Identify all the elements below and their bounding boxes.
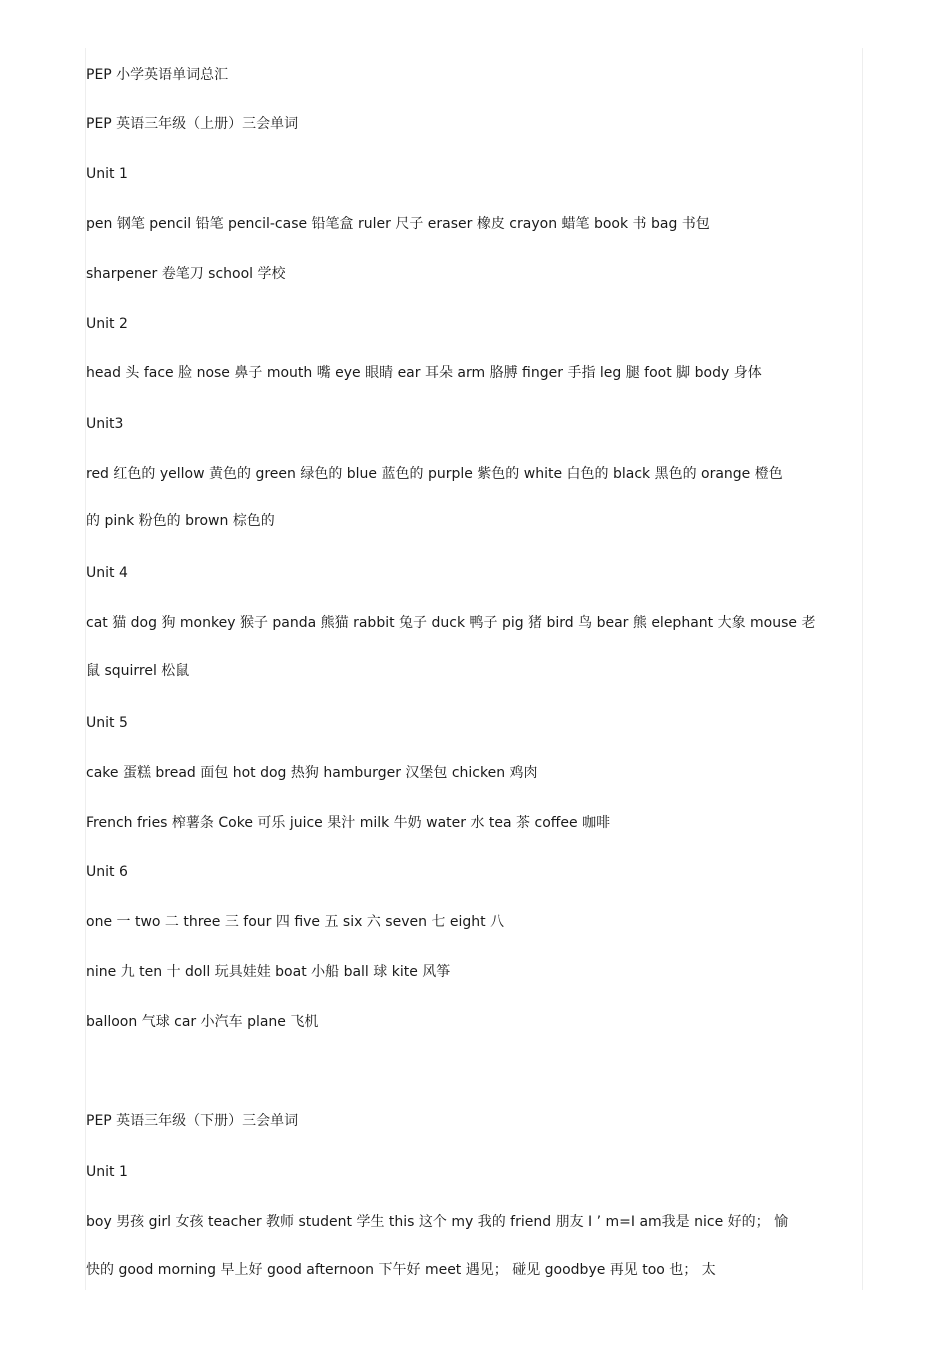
unit-heading: Unit3 xyxy=(86,416,124,432)
vocab-line: boy 男孩 girl 女孩 teacher 教师 student 学生 this 这个 my 我的 friend 朋友 I ’ m=I am我是 nice 好的； 愉 xyxy=(86,1214,789,1230)
vocab-line: 的 pink 粉色的 brown 棕色的 xyxy=(86,513,275,529)
vocab-line: nine 九 ten 十 doll 玩具娃娃 boat 小船 ball 球 kite 风筝 xyxy=(86,964,451,980)
vocab-line: one 一 two 二 three 三 four 四 five 五 six 六 seven 七 eight 八 xyxy=(86,914,505,930)
section-heading-grade3-lower: PEP 英语三年级（下册）三会单词 xyxy=(86,1113,299,1129)
unit-heading: Unit 2 xyxy=(86,316,128,332)
vocab-line: cat 猫 dog 狗 monkey 猴子 panda 熊猫 rabbit 兔子 duck 鸭子 pig 猪 bird 鸟 bear 熊 elephant 大象 mouse 老 xyxy=(86,615,816,631)
vocab-line: red 红色的 yellow 黄色的 green 绿色的 blue 蓝色的 purple 紫色的 white 白色的 black 黑色的 orange 橙色 xyxy=(86,466,783,482)
unit-heading: Unit 6 xyxy=(86,864,128,880)
vocab-line: 快的 good morning 早上好 good afternoon 下午好 meet 遇见； 碰见 goodbye 再见 too 也； 太 xyxy=(86,1262,716,1278)
unit-heading: Unit 5 xyxy=(86,715,128,731)
vocab-line: pen 钢笔 pencil 铅笔 pencil-case 铅笔盒 ruler 尺子 eraser 橡皮 crayon 蜡笔 book 书 bag 书包 xyxy=(86,216,710,232)
unit-heading: Unit 4 xyxy=(86,565,128,581)
vocab-line: sharpener 卷笔刀 school 学校 xyxy=(86,266,286,282)
vocab-line: balloon 气球 car 小汽车 plane 飞机 xyxy=(86,1014,319,1030)
vocab-line: head 头 face 脸 nose 鼻子 mouth 嘴 eye 眼睛 ear 耳朵 arm 胳膊 finger 手指 leg 腿 foot 脚 body 身体 xyxy=(86,365,762,381)
document-title: PEP 小学英语单词总汇 xyxy=(86,67,229,83)
section-heading-grade3-upper: PEP 英语三年级（上册）三会单词 xyxy=(86,116,299,132)
unit-heading: Unit 1 xyxy=(86,1164,128,1180)
vocab-line: French fries 榨薯条 Coke 可乐 juice 果汁 milk 牛奶 water 水 tea 茶 coffee 咖啡 xyxy=(86,815,611,831)
page-right-border xyxy=(862,48,863,1290)
vocab-line: 鼠 squirrel 松鼠 xyxy=(86,663,190,679)
unit-heading: Unit 1 xyxy=(86,166,128,182)
vocab-line: cake 蛋糕 bread 面包 hot dog 热狗 hamburger 汉堡包 chicken 鸡肉 xyxy=(86,765,538,781)
